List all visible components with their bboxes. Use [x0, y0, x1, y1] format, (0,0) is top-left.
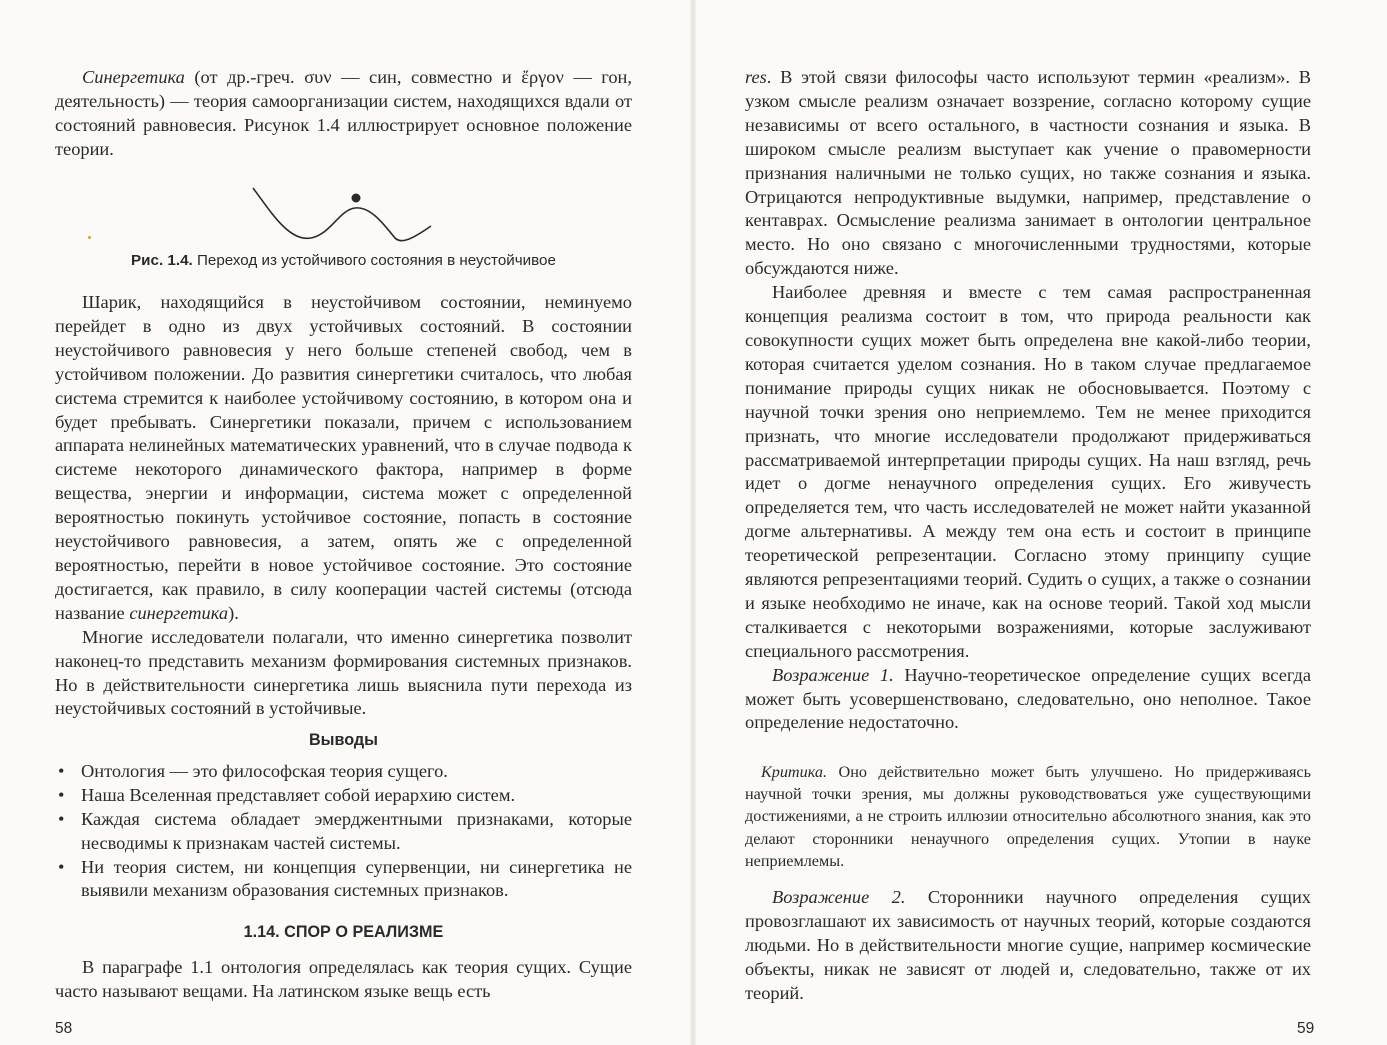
critique-text: Оно действительно может быть улучшено. Но придерживаясь научной точки зрения, мы должны руководствоваться уже существующими достижениями, а не строить иллюзии относительно абсолютного знания, как это делают сторонники ненаучного определения сущих. Утопии в науке неприемлемы. [745, 763, 1311, 870]
section-paragraph: В параграфе 1.1 онтология определялась как теория сущих. Сущие часто называют вещами. На латинском языке вещь есть [55, 956, 632, 1001]
paragraph-concept: Наиболее древняя и вместе с тем самая распространенная концепция реализма состоит в том, что природа реальности как совокупности сущих может быть определена вне какой-либо теории, которая считается уделом сознания. Но в таком случае предлагаемое понимание природы сущих никак не обосновывается. Поэтому с научной точки зрения оно неприемлемо. Тем не менее приходится признать, что многие исследователи продолжают придерживаться рассматриваемой интерпретации природы сущих. На наш взгляд, речь идет о догме ненаучного определения сущих. Его живучесть определяется тем, что часть исследователей не может найти указанной догме альтернативы. А между тем она есть и состоит в принципе теоретической репрезентации. Согласно этому принципу сущие являются репрезентациями теорий. Судить о сущих, а также о сознании и языке необходимо не иначе, как на основе теорий. Такой ход мысли сталкивается с некоторыми возражениями, которые заслуживают специального рассмотрения. [745, 282, 1311, 661]
left-page [0, 0, 693, 1045]
intro-text-c: — гон, деятельность) — теория самоорганизации систем, находящихся вдали от состояний равновесия. Рисунок 1.4 иллюстрирует основное положение теории. [55, 67, 632, 159]
paragraph-realism-text: . В этой связи философы часто используют термин «реализм». В узком смысле реализм означает воззрение, согласно которому сущие независимы от всего остального, в частности сознания и языка. В широком смысле реализм выступает как учение о правомерности признания наличными не только сущих, но также сознания и языка. Отрицаются непродуктивные выдумки, например, представление о кентаврах. Осмысление реализма занимает в онтологии центральное место. Но оно связано с многочисленными трудностями, которые обсуждаются ниже. [745, 67, 1311, 279]
intro-paragraph [55, 66, 632, 162]
greek-word-1: συν [304, 67, 332, 87]
section-block [55, 921, 632, 1004]
ball-on-curve-illustration [251, 182, 441, 244]
page-number-right: 59 [1297, 1020, 1315, 1037]
objection-1-text: Научно-теоретическое определение сущих всегда может быть усовершенствовано, следовательно, оно неполное. Такое определение недостаточно. [745, 664, 1311, 733]
realism-block [745, 66, 1311, 735]
figure-caption [55, 252, 632, 269]
paragraph-researchers: Многие исследователи полагали, что именно синергетика позволит наконец-то представить механизм формирования системных признаков. Но в действительности синергетика лишь выяснила пути перехода из неустойчивых состояний в устойчивые. [55, 626, 632, 719]
paragraph-ball-end: ). [228, 602, 239, 623]
critique-block [745, 761, 1311, 872]
conclusions-list [55, 760, 632, 903]
section-heading: 1.14. СПОР О РЕАЛИЗМЕ [243, 923, 444, 941]
paragraph-realism [745, 66, 1311, 281]
paragraph-ball-term: синергетика [129, 602, 229, 623]
objection-1 [745, 664, 1311, 736]
paragraph-ball-text: Шарик, находящийся в неустойчивом состоянии, неминуемо перейдет в одно из двух устойчивых состояний. В состоянии неустойчивого равновесия у него больше степеней свобод, чем в устойчивом положении. До развития синергетики считалось, что любая система стремится к наиболее устойчивому состоянию, в котором она и будет пребывать. Синергетики показали, причем с использованием аппарата нелинейных математических уравнений, что в случае подвода к системе некоторого динамического фактора, например в форме вещества, энергии и информации, система может с определенной вероятностью покинуть устойчивое состояние, попасть в состояние неустойчивого равновесия, а затем, опять же с определенной вероятностью, перейти в новое устойчивое состояние. Это состояние достигается, как правило, в силу кооперации частей системы (отсюда название [55, 292, 632, 623]
conclusion-item: • Онтология — это философская теория сущего. [55, 760, 632, 784]
right-page [694, 0, 1387, 1045]
objection-2 [745, 886, 1311, 1006]
page-number-left: 58 [55, 1020, 73, 1037]
intro-text-b: — син, совместно и [331, 67, 522, 87]
conclusions-heading: Выводы [308, 731, 379, 749]
objection-2-text: Сторонники научного определения сущих провозглашают их зависимость от научных теорий, которые создаются людьми. Но в действительности многие сущие, например космические объекты, никак не зависят от людей и, следовательно, также от их теорий. [745, 887, 1312, 1003]
conclusion-item: • Ни теория систем, ни концепция супервенции, ни синергетика не выявили механизм образования системных признаков. [55, 856, 632, 904]
intro-block [55, 66, 632, 162]
figure-caption-text: Переход из устойчивого состояния в неустойчивое [192, 252, 556, 269]
main-block [55, 291, 632, 721]
greek-word-2: ἔργον [521, 67, 564, 87]
critique-paragraph [745, 761, 1311, 872]
objection-2-label: Возражение 2. [772, 887, 906, 907]
synergetics-term: Синергетика [82, 67, 185, 87]
ball-dot [352, 194, 361, 203]
critique-label: Критика. [761, 763, 828, 781]
figure-1-4 [55, 176, 632, 269]
latin-term-res: res [745, 67, 767, 87]
conclusion-item: • Наша Вселенная представляет собой иерархию систем. [55, 784, 632, 808]
objection-1-label: Возражение 1. [772, 664, 894, 685]
print-speck [88, 236, 91, 239]
intro-text-a: (от др.-греч. [184, 67, 305, 87]
figure-caption-label: Рис. 1.4. [131, 252, 193, 269]
paragraph-ball [55, 291, 632, 626]
conclusions-block [55, 729, 632, 903]
objection-2-block [745, 886, 1311, 1006]
conclusion-item: • Каждая система обладает эмерджентными признаками, которые несводимы к признакам частей системы. [55, 808, 632, 856]
potential-curve [253, 188, 431, 241]
